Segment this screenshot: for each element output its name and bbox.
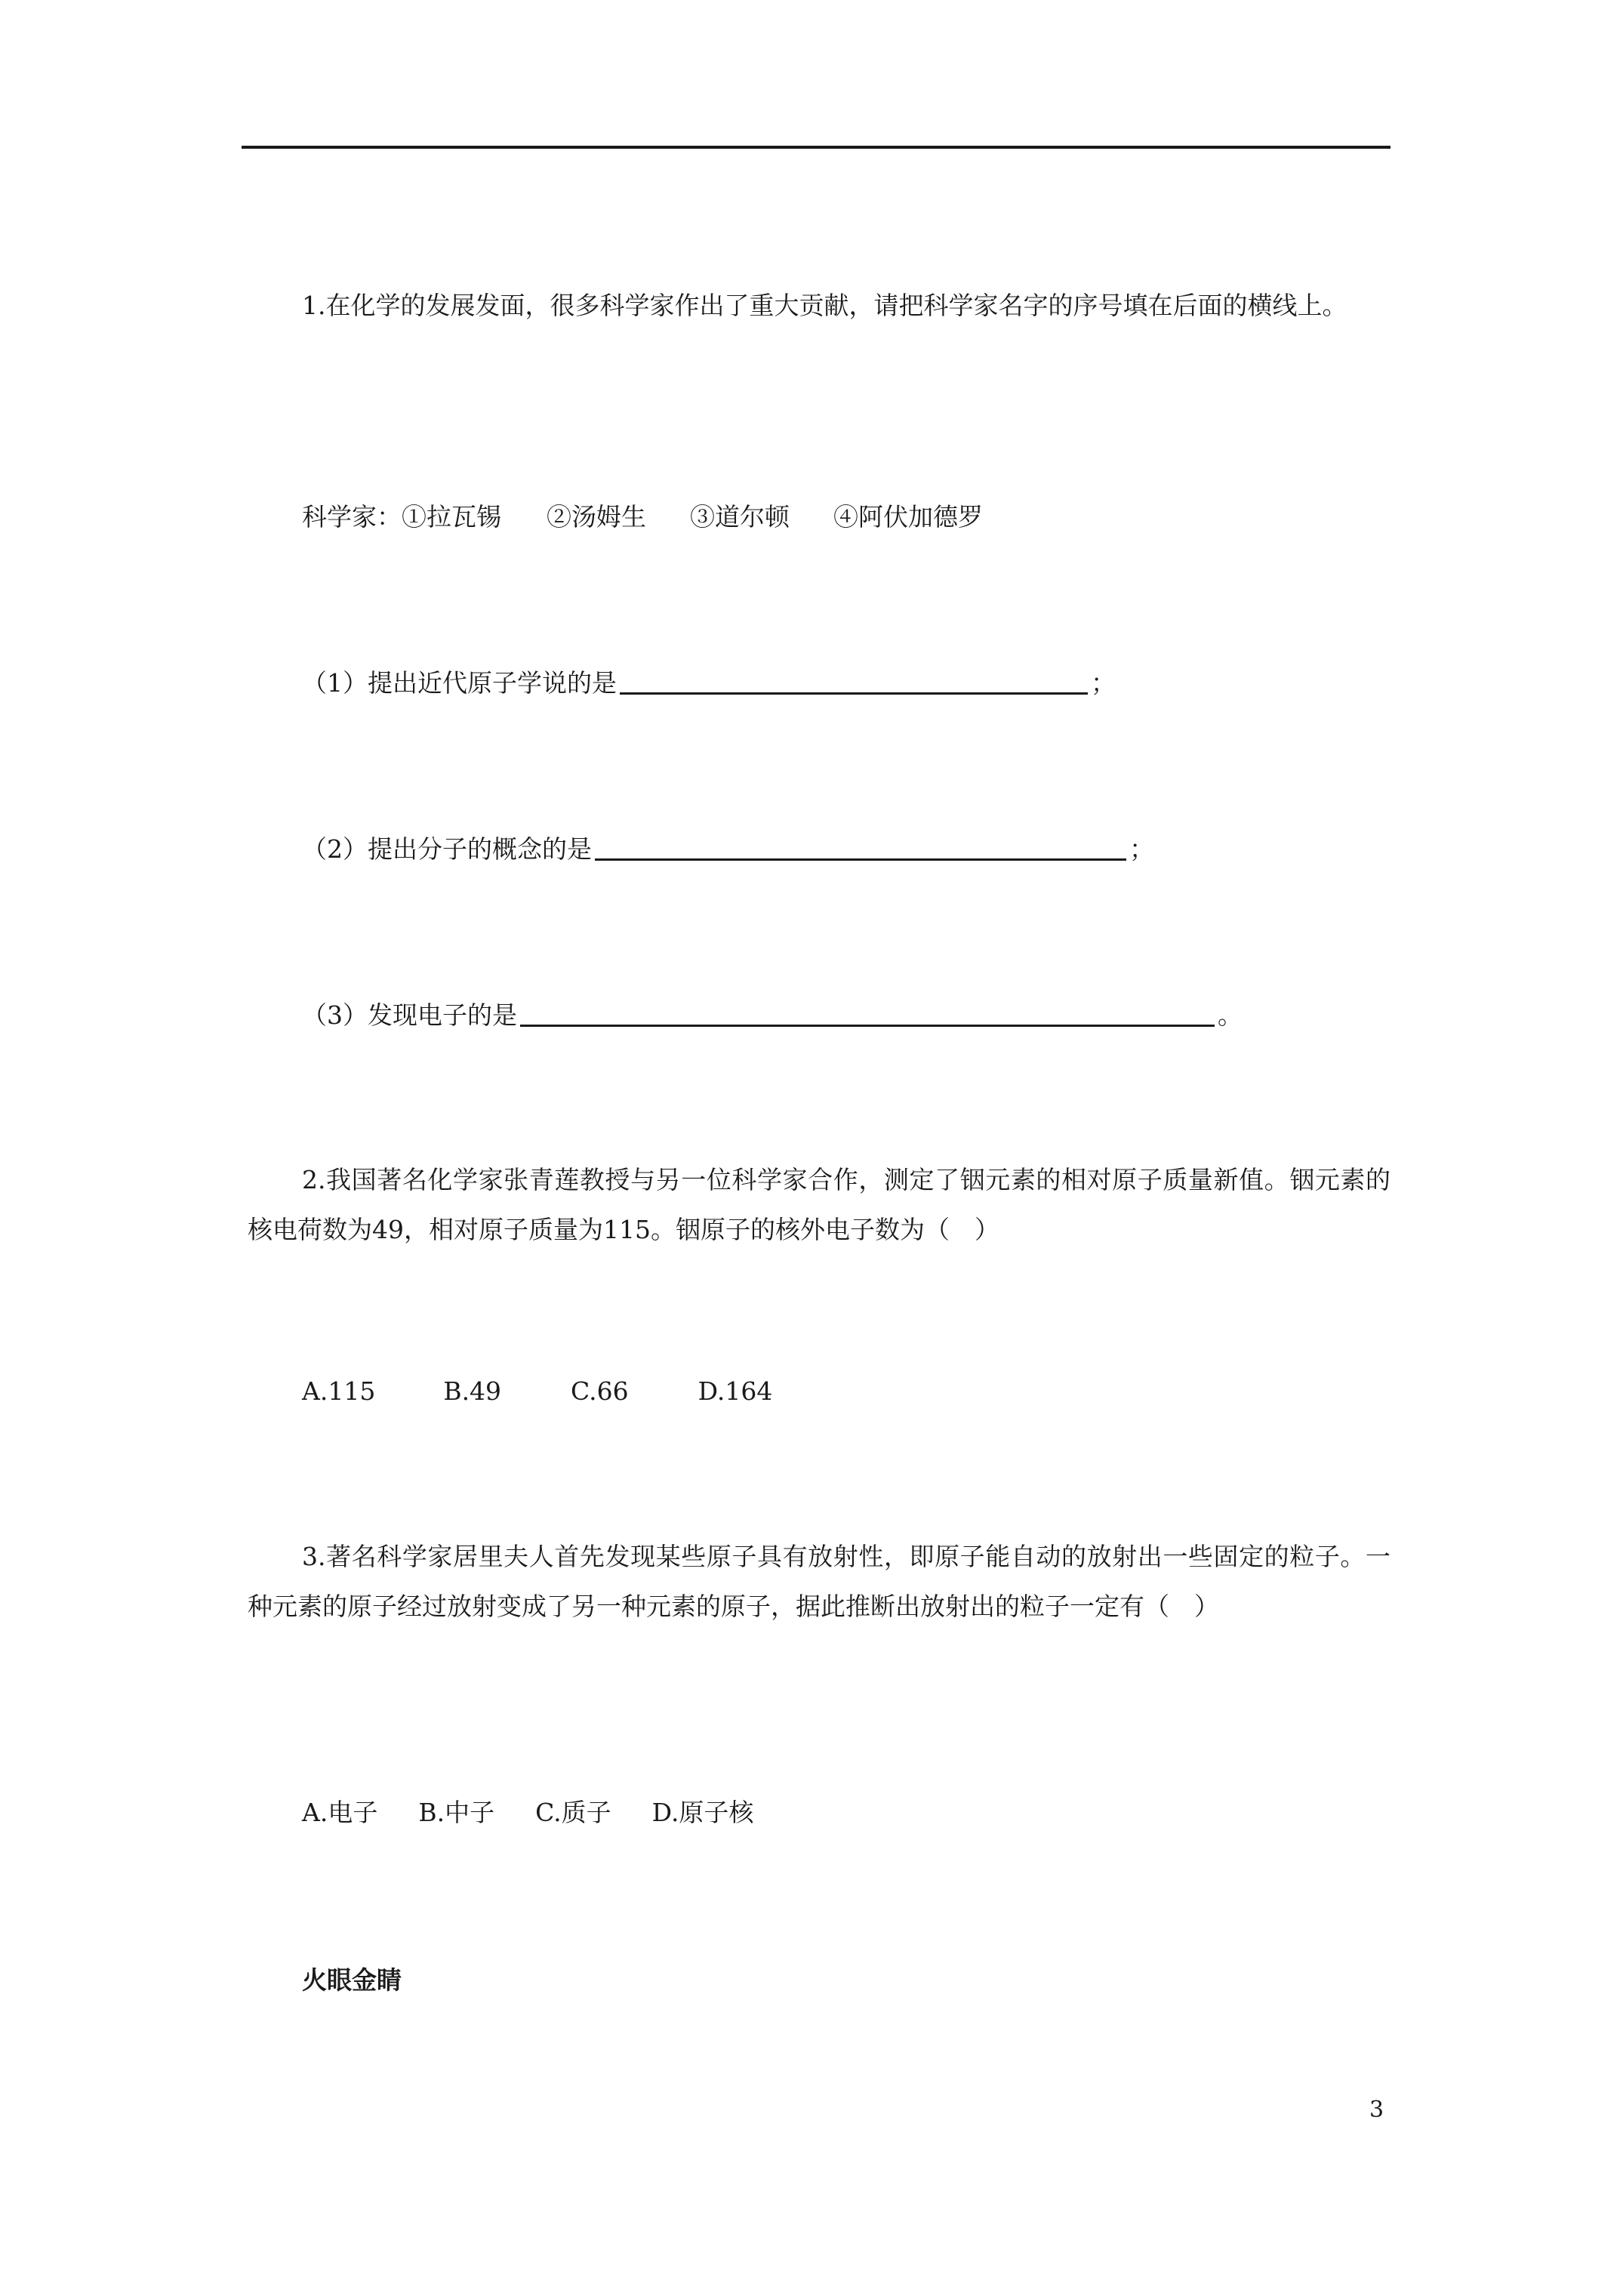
question-1-sub-3: [302, 998, 1243, 1033]
question-1-sub-2: [302, 832, 1154, 867]
answer-blank-1[interactable]: [620, 667, 1088, 695]
sub-1-text: （1）提出近代原子学说的是: [302, 668, 617, 698]
header-rule: [242, 146, 1390, 149]
q3-option-c: C.质子: [535, 1798, 611, 1827]
question-2-stem: 2.我国著名化学家张青莲教授与另一位科学家合作，测定了铟元素的相对原子质量新值。铟元素的核电荷数为49，相对原子质量为115。铟原子的核外电子数为（ ）: [248, 1165, 1390, 1244]
section-heading: 火眼金睛: [302, 1965, 402, 1995]
question-3-options: [302, 1795, 753, 1830]
question-1-sub-1: [302, 666, 1116, 701]
scientist-1: ①拉瓦锡: [402, 502, 501, 532]
question-1-stem: 1.在化学的发展发面，很多科学家作出了重大贡献，请把科学家名字的序号填在后面的横线上。: [302, 291, 1347, 320]
answer-blank-2[interactable]: [595, 833, 1126, 861]
scientist-4: ④阿伏加德罗: [833, 502, 983, 532]
sub-2-text: （2）提出分子的概念的是: [302, 834, 592, 864]
q3-option-a: A.电子: [302, 1798, 378, 1827]
sub-3-end: 。: [1218, 1000, 1243, 1030]
q3-option-d: D.原子核: [651, 1798, 754, 1827]
scientists-list: [302, 500, 983, 535]
page-number: 3: [1369, 2097, 1384, 2123]
sub-1-end: ；: [1091, 668, 1116, 698]
scientists-label: 科学家：: [302, 502, 402, 532]
q2-option-d: D.164: [698, 1376, 773, 1406]
question-3-stem: 3.著名科学家居里夫人首先发现某些原子具有放射性，即原子能自动的放射出一些固定的粒子。一种元素的原子经过放射变成了另一种元素的原子，据此推断出放射出的粒子一定有（ ）: [248, 1542, 1390, 1621]
sub-3-text: （3）发现电子的是: [302, 1000, 517, 1030]
scientist-2: ②汤姆生: [547, 502, 646, 532]
q2-option-a: A.115: [302, 1376, 376, 1406]
q2-option-b: B.49: [443, 1376, 502, 1406]
q3-option-b: B.中子: [418, 1798, 495, 1827]
sub-2-end: ；: [1129, 834, 1154, 864]
q2-option-c: C.66: [571, 1376, 629, 1406]
question-2-options: [302, 1374, 772, 1409]
scientist-3: ③道尔顿: [690, 502, 790, 532]
answer-blank-3[interactable]: [520, 999, 1215, 1027]
